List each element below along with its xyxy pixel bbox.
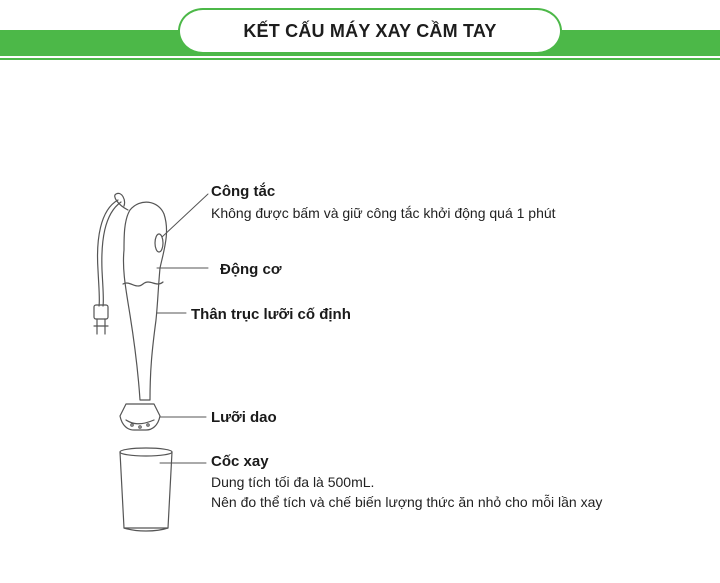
label-switch: Công tắc — [211, 183, 276, 200]
desc-switch: Không được bấm và giữ công tắc khởi động quá 1 phút — [211, 205, 556, 221]
pointer-lines — [157, 194, 208, 463]
blending-cup-illustration — [120, 448, 172, 531]
hand-blender-illustration — [120, 202, 167, 430]
label-cup: Cốc xay — [211, 453, 269, 470]
label-shaft: Thân trục lưỡi cố định — [191, 306, 351, 323]
power-plug-icon — [94, 305, 108, 334]
label-motor: Động cơ — [220, 261, 282, 278]
desc-cup-advice: Nên đo thể tích và chế biến lượng thức ăn nhỏ cho mỗi lần xay — [211, 494, 603, 510]
label-blade: Lưỡi dao — [211, 409, 277, 426]
page-title: KẾT CẤU MÁY XAY CẦM TAY — [243, 20, 497, 41]
desc-cup-capacity: Dung tích tối đa là 500mL. — [211, 474, 375, 490]
